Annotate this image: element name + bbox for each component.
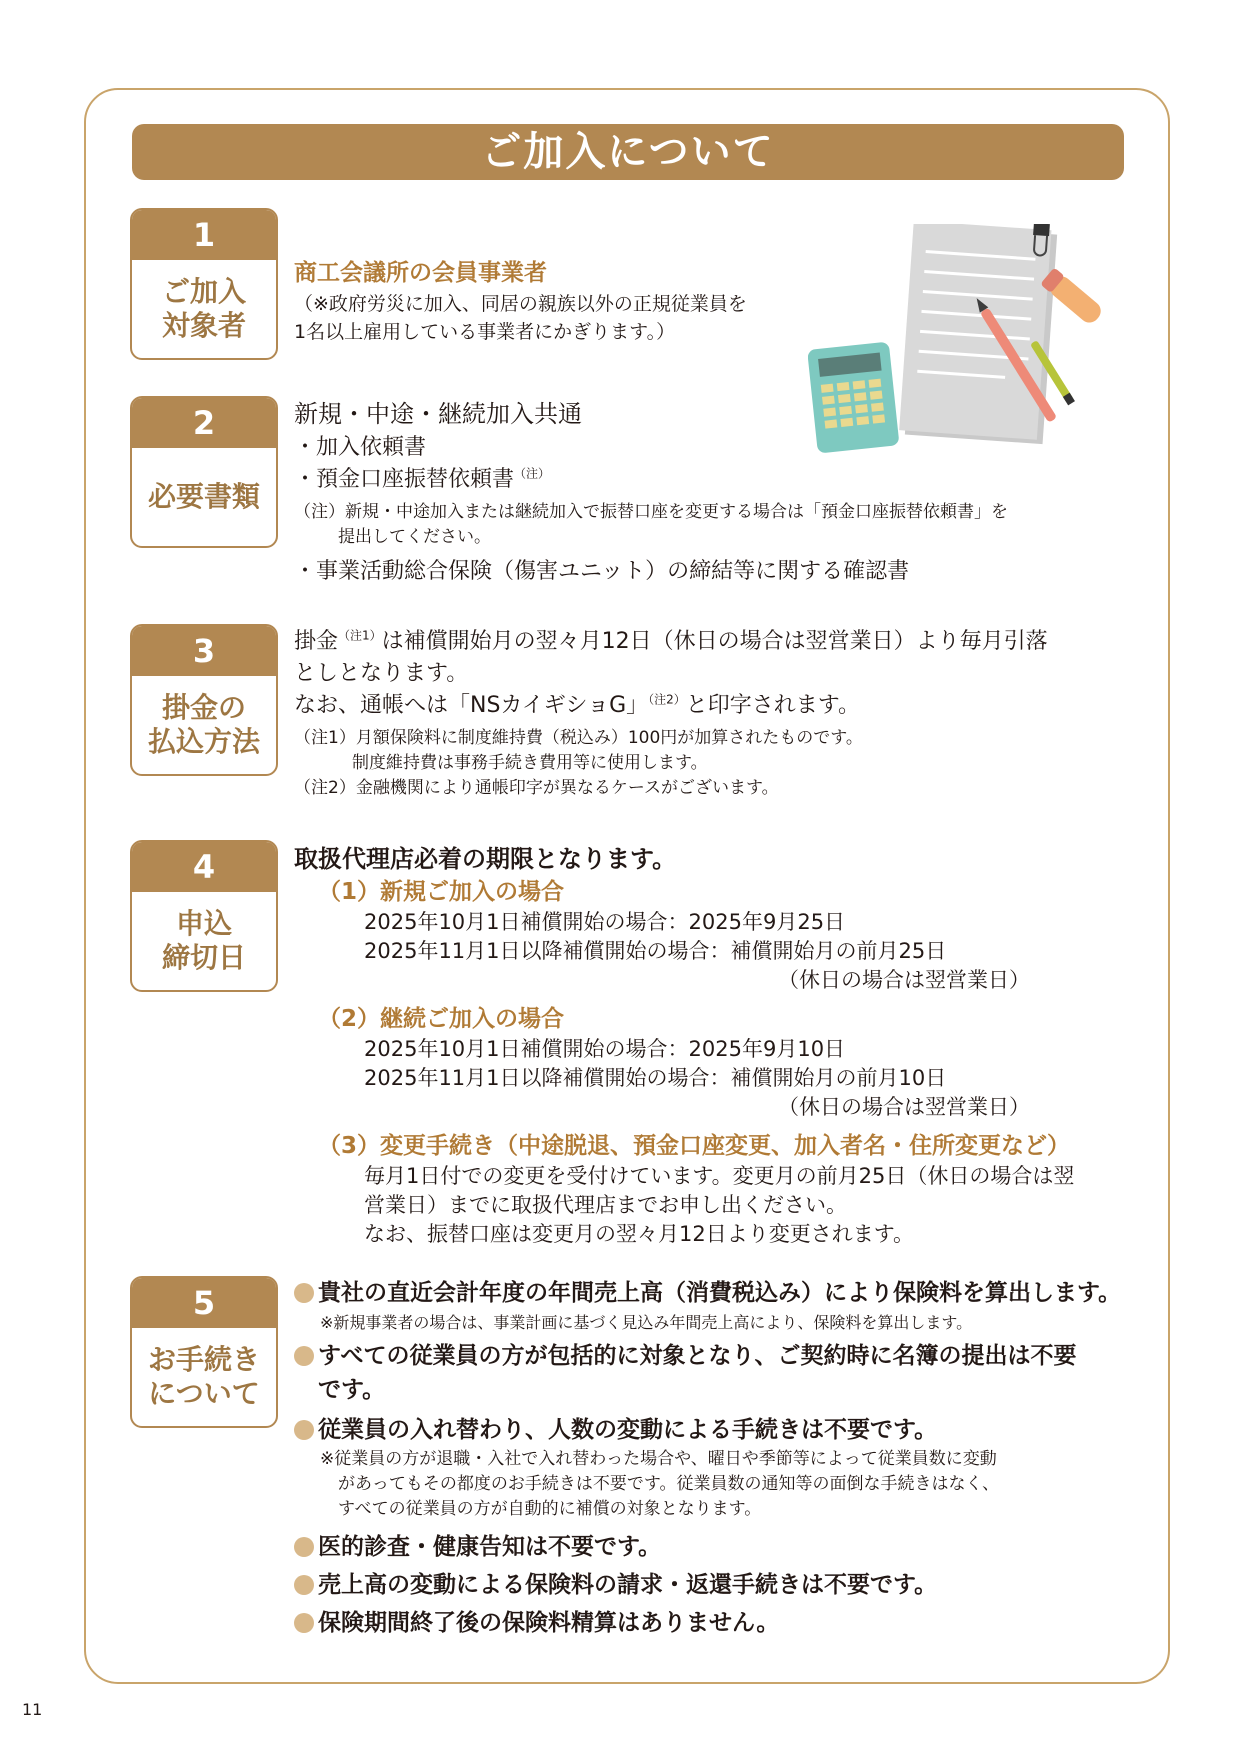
section-2-note: （注）新規・中途加入または継続加入で振替口座を変更する場合は「預金口座振替依頼書」を	[294, 502, 1008, 522]
section-5-content	[294, 1276, 1121, 1640]
bullet-dot-icon	[294, 1613, 314, 1633]
section-1-heading: 商工会議所の会員事業者	[294, 260, 547, 286]
section-2-heading: 新規・中途・継続加入共通	[294, 400, 582, 428]
payment-text: としとなります。	[294, 661, 469, 686]
deadline-subheading: （3）変更手続き（中途脱退、預金口座変更、加入者名・住所変更など）	[318, 1133, 1071, 1159]
deadline-line: 2025年11月1日以降補償開始の場合：補償開始月の前月25日	[364, 939, 947, 963]
deadline-line: 2025年11月1日以降補償開始の場合：補償開始月の前月10日	[364, 1066, 947, 1090]
section-label: お手続き について	[147, 1343, 260, 1410]
deadline-line: 2025年10月1日補償開始の場合：2025年9月25日	[364, 910, 846, 934]
bullet-text	[318, 1339, 1077, 1407]
section-badge-5	[130, 1276, 278, 1428]
section-badge-3	[130, 624, 278, 776]
payment-note: （注1）月額保険料に制度維持費（税込み）100円が加算されたものです。	[294, 728, 863, 748]
section-number: 2	[132, 398, 276, 448]
section-3-content	[294, 626, 1048, 801]
bullet-text-line: すべての従業員の方が包括的に対象となり、ご契約時に名簿の提出は不要	[318, 1343, 1077, 1369]
bullet-dot-icon	[294, 1537, 314, 1557]
procedure-bullet	[294, 1530, 1121, 1564]
section-number: 5	[132, 1278, 276, 1328]
procedure-bullet	[294, 1413, 1121, 1447]
deadline-line: （休日の場合は翌営業日）	[778, 1095, 1030, 1119]
payment-text-part: なお、通帳へは「NSカイギショG」	[294, 693, 649, 718]
procedure-bullet	[294, 1568, 1121, 1602]
bullet-text: 医的診査・健康告知は不要です。	[318, 1534, 662, 1560]
deadline-line: 毎月1日付での変更を受付けています。変更月の前月25日（休日の場合は翌	[364, 1164, 1075, 1188]
section-label: ご加入 対象者	[161, 275, 246, 342]
bullet-dot-icon	[294, 1420, 314, 1440]
deadline-subheading: （1）新規ご加入の場合	[318, 879, 565, 905]
document-item	[294, 464, 1008, 496]
bullet-text: 保険期間終了後の保険料精算はありません。	[318, 1610, 780, 1636]
bullet-note: があってもその都度のお手続きは不要です。従業員数の通知等の面倒な手続きはなく、	[338, 1474, 1000, 1494]
section-badge-2	[130, 396, 278, 548]
section-badge-1	[130, 208, 278, 360]
bullet-dot-icon	[294, 1575, 314, 1595]
payment-text-part: 掛金	[294, 629, 339, 654]
section-label: 申込 締切日	[161, 907, 246, 974]
section-2-note: 提出してください。	[338, 527, 491, 547]
payment-text-part: と印字されます。	[685, 693, 861, 718]
section-number: 1	[132, 210, 276, 260]
deadline-heading: 取扱代理店必着の期限となります。	[294, 845, 677, 873]
bullet-text-line: です。	[318, 1377, 386, 1403]
section-number: 3	[132, 626, 276, 676]
payment-text	[294, 626, 1048, 658]
payment-text	[294, 690, 1048, 722]
deadline-line: （休日の場合は翌営業日）	[778, 968, 1030, 992]
bullet-text: 貴社の直近会計年度の年間売上高（消費税込み）により保険料を算出します。	[318, 1280, 1122, 1306]
payment-note: 制度維持費は事務手続き費用等に使用します。	[352, 753, 708, 773]
bullet-dot-icon	[294, 1283, 314, 1303]
bullet-note: ※新規事業者の場合は、事業計画に基づく見込み年間売上高により、保険料を算出します。	[320, 1313, 973, 1332]
bullet-note: すべての従業員の方が自動的に補償の対象となります。	[338, 1499, 762, 1519]
section-4-content	[294, 842, 1074, 1249]
payment-text-part: は補償開始月の翌々月12日（休日の場合は翌営業日）より毎月引落	[381, 629, 1048, 654]
bullet-note: ※従業員の方が退職・入社で入れ替わった場合や、曜日や季節等によって従業員数に変動	[320, 1449, 997, 1469]
section-label: 掛金の 払込方法	[147, 691, 260, 758]
page-title: ご加入について	[132, 124, 1124, 180]
procedure-bullet	[294, 1339, 1121, 1407]
document-item: ・事業活動総合保険（傷害ユニット）の締結等に関する確認書	[294, 559, 910, 584]
note-marker: （注2）	[648, 692, 686, 707]
bullet-text: 売上高の変動による保険料の請求・返還手続きは不要です。	[318, 1572, 938, 1598]
section-number: 4	[132, 842, 276, 892]
section-1-note-line: （※政府労災に加入、同居の親族以外の正規従業員を	[294, 293, 747, 315]
document-item-text: ・預金口座振替依頼書	[294, 467, 515, 492]
payment-note: （注2）金融機関により通帳印字が異なるケースがございます。	[294, 778, 779, 798]
note-marker: （注1）	[338, 628, 382, 643]
section-label: 必要書類	[147, 480, 260, 513]
deadline-line: 営業日）までに取扱代理店までお申し出ください。	[364, 1193, 847, 1217]
bullet-dot-icon	[294, 1346, 314, 1366]
document-item: ・加入依頼書	[294, 435, 427, 460]
section-1-note-line: 1名以上雇用している事業者にかぎります。）	[294, 321, 676, 343]
section-badge-4	[130, 840, 278, 992]
deadline-line: 2025年10月1日補償開始の場合：2025年9月10日	[364, 1037, 846, 1061]
page-number: 11	[22, 1700, 43, 1719]
section-2-content	[294, 396, 1008, 588]
bullet-text: 従業員の入れ替わり、人数の変動による手続きは不要です。	[318, 1417, 938, 1443]
procedure-bullet	[294, 1606, 1121, 1640]
section-1-content	[294, 256, 747, 346]
deadline-subheading: （2）継続ご加入の場合	[318, 1006, 565, 1032]
deadline-line: なお、振替口座は変更月の翌々月12日より変更されます。	[364, 1222, 915, 1246]
procedure-bullet	[294, 1276, 1121, 1310]
note-marker: （注）	[514, 466, 551, 481]
